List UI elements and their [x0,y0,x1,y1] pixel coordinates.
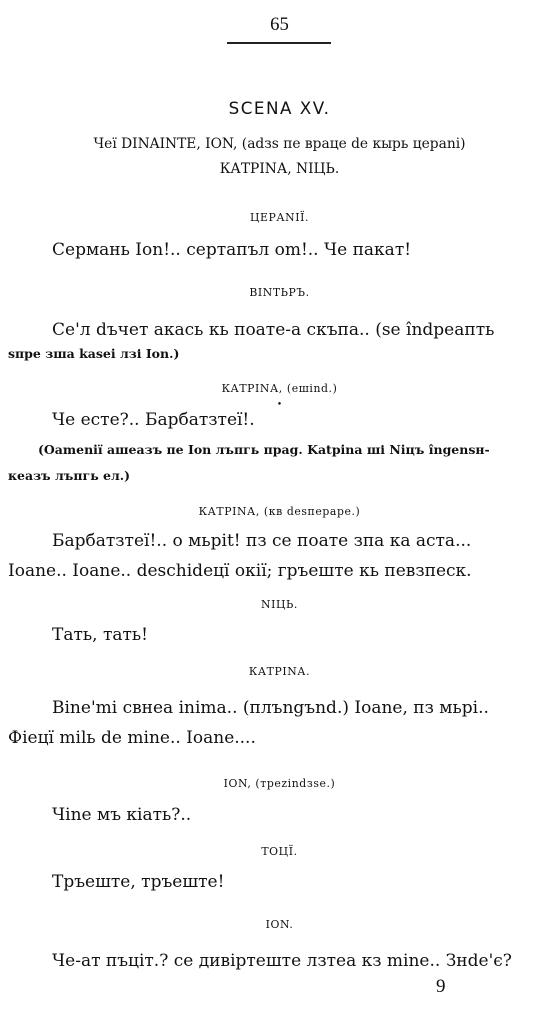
scene-title: SCENA XV. [228,98,331,118]
speaker-name: КАТРІNА, (кв desпераре.) [198,505,361,518]
stage-direction: sпре зша kasei лзі Ion.) [8,346,180,361]
speaker-name: NIЦЬ. [261,598,298,611]
dialog-line: Барбатзтеї!.. о мьріt! пз се поате зпа ка аста... [52,531,472,551]
stage-direction: (Oameniї ашеазъ пе Ion лъпгь праg. Katpina ші Niцъ îngensн- [38,442,490,457]
speaker-name: ТОЦЇ. [261,845,298,858]
dialog-line: Че есте?.. Барбатзтеї!. [52,410,255,430]
dialog-line: Тръеште, тръеште! [52,872,225,892]
speaker-name: КАТРІNА. [248,665,311,678]
dialog-line: Ioane.. Ioane.. deschideцї окії; гръеште кь певзпеск. [8,561,472,581]
speaker-name: ІОN. [265,918,294,931]
speaker-name: КАТРІNА, (ешіnd.) [221,382,338,395]
speaker-name: ІОN, (трezindзse.) [223,777,336,790]
dialog-line: Се'л dъчет акась кь поате-а скъпа.. (se îndpeaпть [52,320,495,340]
dialog-line: Чіne мъ кіать?.. [52,805,192,825]
dialog-line: Сермань Ion!.. сертапъл оm!.. Че пакат! [52,240,412,260]
dialog-line: Тать, тать! [52,625,148,645]
bullet-mark: • [276,400,283,410]
scene-characters-line-1: Чеї DINAINTE, IОN, (adзs пе враце de кырь цераnі) [93,136,466,152]
dialog-line: Bine'mi свнеа іnima.. (плъngъnd.) Ioane, пз мьрі.. [52,698,489,718]
speaker-name: ВІNТЬРЪ. [249,286,310,299]
signature-mark: 9 [436,976,446,997]
page-number-underline [227,42,331,44]
dialog-line: Че-ат пъціт.? се дивіртеште лзтеа кз mine.. Знde'є? [52,951,512,971]
stage-direction: кеазъ лъпгь ел.) [8,468,131,483]
speaker-name: ЦЕРАNІЇ. [249,211,310,224]
scene-characters-line-2: КАТРІNА, NIЦЬ. [219,161,340,177]
dialog-line: Фіецї milь de mine.. Ioane.... [8,728,256,748]
page-number: 65 [270,14,289,35]
